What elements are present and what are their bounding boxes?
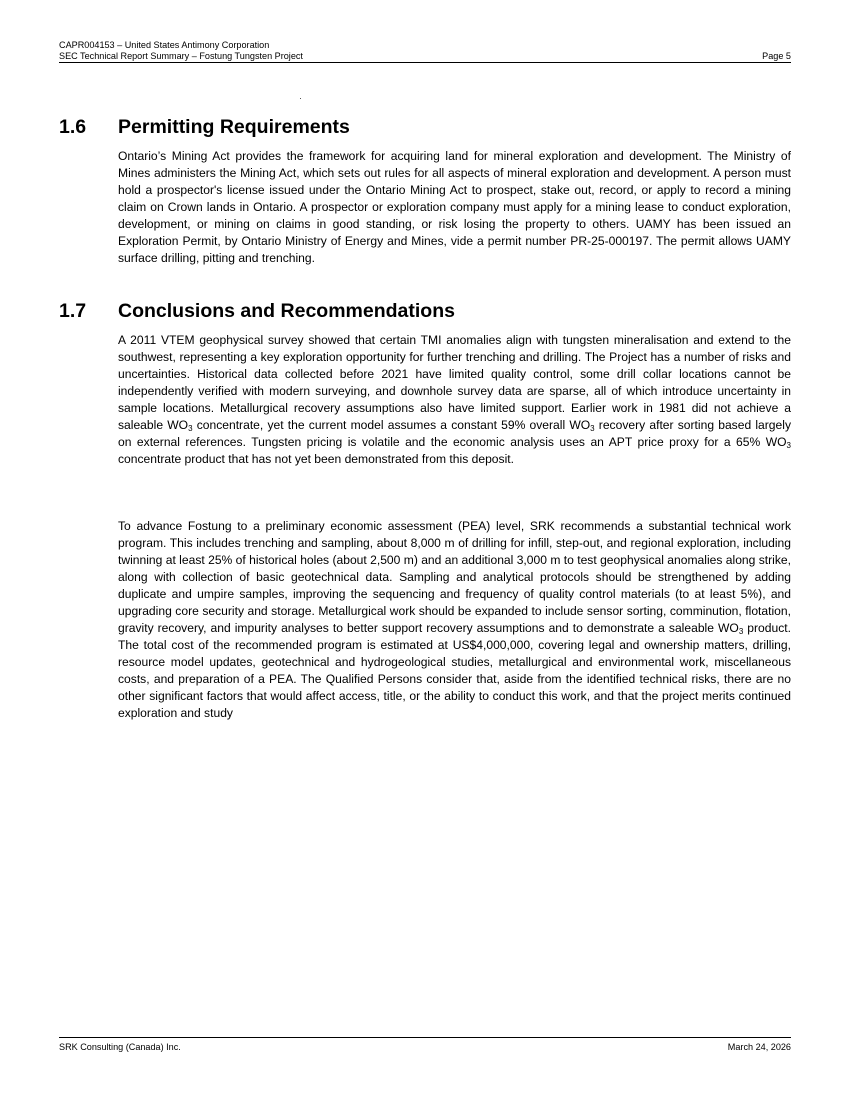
footer-date: March 24, 2026 xyxy=(727,1042,791,1052)
paragraph-permitting: Ontario’s Mining Act provides the framework for acquiring land for mineral exploration and development. The Ministry of Mines administers the Mining Act, which sets out rules for all aspects of mineral exploration and development. A person must hold a prospector's license issued under the Ontario Mining Act to prospect, stake out, record, or apply to record a mining claim on Crown lands in Ontario. A prospector or exploration company must apply for a mining lease to conduct exploration, development, or mining on claims in good standing, or risk losing the property to others. UAMY has been issued an Exploration Permit, by Ontario Ministry of Energy and Mines, vide a permit number PR-25-000197. The permit allows UAMY surface drilling, pitting and trenching. xyxy=(118,149,791,265)
section-number: 1.7 xyxy=(59,300,87,322)
section-heading-1-7 xyxy=(59,299,455,323)
page-header xyxy=(59,40,791,63)
paragraph-recommendations: To advance Fostung to a preliminary economic assessment (PEA) level, SRK recommends a substantial technical work program. This includes trenching and sampling, about 8,000 m of drilling for infill, step-out, and regional exploration, including twinning at least 25% of historical holes (about 2,500 m) and an additional 3,000 m to test geophysical anomalies along strike, along with collection of basic geotechnical data. Sampling and analytical protocols should be strengthened by adding duplicate and umpire samples, improving the sequencing and frequency of quality control materials (to at least 5%), and upgrading core security and storage. Metallurgical work should be expanded to include sensor sorting, comminution, flotation, gravity recovery, and impurity analyses to better support recovery assumptions and to demonstrate a saleable $WO_3$ product. The total cost of the recommended program is estimated at US$4,000,000, covering legal and ownership matters, drilling, resource model updates, geotechnical and hydrogeological studies, metallurgical and environmental work, miscellaneous costs, and preparation of a PEA. The Qualified Persons consider that, aside from the identified technical risks, there are no other significant factors that would affect access, title, or the ability to conduct this work, and that the project merits continued exploration and study xyxy=(118,519,791,720)
document-id: CAPR004153 – United States Antimony Corporation xyxy=(59,40,270,50)
section-title: Permitting Requirements xyxy=(118,116,350,138)
section-number: 1.6 xyxy=(59,116,87,138)
paragraph-conclusions: A 2011 VTEM geophysical survey showed that certain TMI anomalies align with tungsten mineralisation and extend to the southwest, representing a key exploration opportunity for further trenching and drilling. The Project has a number of risks and uncertainties. Historical data collected before 2021 have limited quality control, some drill collar locations cannot be independently verified with modern surveying, and downhole survey data are sparse, all of which introduce uncertainty in sample locations. Metallurgical recovery assumptions also have limited support. Earlier work in 1981 did not achieve a saleable $WO_3$ concentrate, yet the current model assumes a constant 59% overall $WO_3$ recovery after sorting based largely on external references. Tungsten pricing is volatile and the economic analysis uses an APT price proxy for a 65% $WO_3$ concentrate product that has not yet been demonstrated from this deposit. xyxy=(118,333,791,466)
stray-mark xyxy=(300,98,301,99)
footer-company: SRK Consulting (Canada) Inc. xyxy=(59,1042,181,1052)
page-number: Page 5 xyxy=(762,50,791,61)
report-title: SEC Technical Report Summary – Fostung Tungsten Project xyxy=(59,50,303,61)
page-footer xyxy=(59,1037,791,1052)
section-heading-1-6 xyxy=(59,115,350,139)
section-title: Conclusions and Recommendations xyxy=(118,300,455,322)
